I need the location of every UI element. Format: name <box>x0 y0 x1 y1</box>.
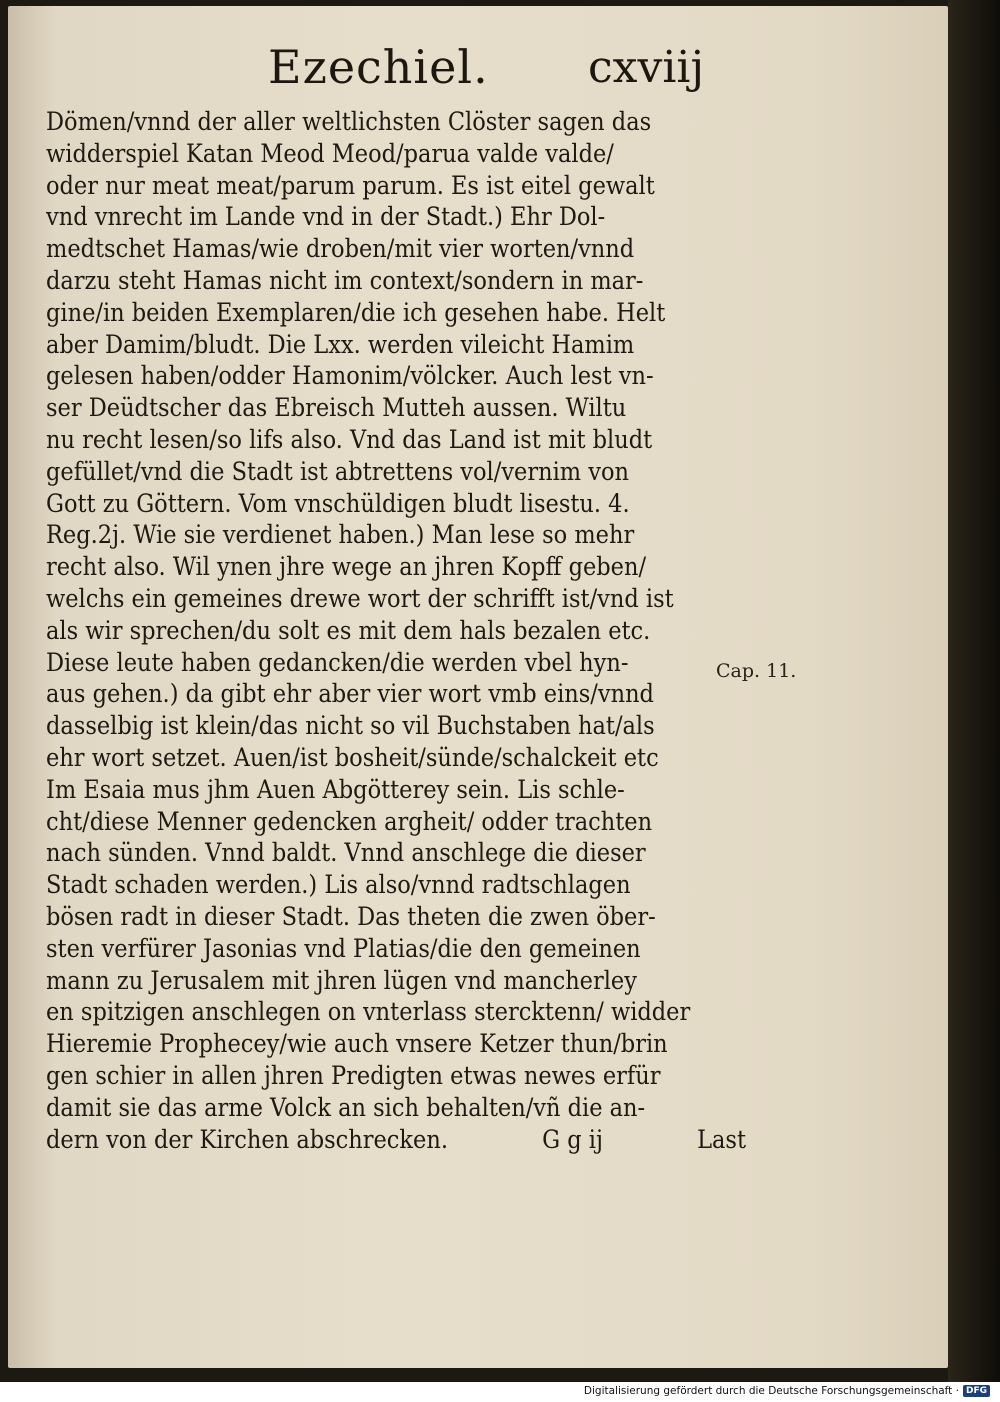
text-line: Im Esaia mus jhm Auen Abgötterey sein. Lis schle‑ <box>46 774 625 804</box>
footer-credit <box>584 1385 990 1397</box>
text-line: gen schier in allen jhren Predigten etwas newes erfür <box>46 1060 661 1090</box>
text-line: Gott zu Göttern. Vom vnschüldigen bludt lisestu. 4. <box>46 488 630 518</box>
text-line: Diese leute haben gedancken/die werden vbel hyn‑ <box>46 647 629 677</box>
text-line: nach sünden. Vnnd baldt. Vnnd anschlege die dieser <box>46 838 646 868</box>
text-line-last <box>46 1124 746 1156</box>
text-line: ehr wort setzet. Auen/ist bosheit/sünde/schalckeit etc <box>46 742 659 772</box>
text-line: welchs ein gemeines drewe wort der schrifft ist/vnd ist <box>46 583 674 613</box>
catchword: Last <box>697 1124 746 1154</box>
text-line: en spitzigen anschlegen on vnterlass stercktenn/ widder <box>46 997 691 1027</box>
text-line: Hieremie Prophecey/wie auch vnsere Ketzer thun/brin <box>46 1029 668 1059</box>
text-line: dasselbig ist klein/das nicht so vil Buchstaben hat/als <box>46 711 655 741</box>
running-head-title: Ezechiel. <box>268 40 489 94</box>
text-line: aber Damim/bludt. Die Lxx. werden vileicht Hamim <box>46 329 635 359</box>
text-line: gefüllet/vnd die Stadt ist abtrettens vol/vernim von <box>46 456 629 486</box>
text-line: damit sie das arme Volck an sich behalten/vñ die an‑ <box>46 1092 646 1122</box>
last-line-text: dern von der Kirchen abschrecken. <box>46 1124 448 1154</box>
text-line: als wir sprechen/du solt es mit dem hals bezalen etc. <box>46 615 651 645</box>
text-line: Reg.2j. Wie sie verdienet haben.) Man lese so mehr <box>46 520 635 550</box>
dfg-logo: DFG <box>963 1385 990 1397</box>
text-line: darzu steht Hamas nicht im context/sondern in mar‑ <box>46 265 644 295</box>
folio-number: cxviij <box>588 42 705 93</box>
text-line: ser Deüdtscher das Ebreisch Mutteh aussen. Wiltu <box>46 393 627 423</box>
text-line: aus gehen.) da gibt ehr aber vier wort vmb eins/vnnd <box>46 679 654 709</box>
text-line: oder nur meat meat/parum parum. Es ist eitel gewalt <box>46 170 655 200</box>
text-line: vnd vnrecht im Lande vnd in der Stadt.) Ehr Dol‑ <box>46 202 606 232</box>
signature-mark: G g ij <box>542 1124 603 1154</box>
text-line: Dömen/vnnd der aller weltlichsten Clöster sagen das <box>46 107 652 136</box>
text-line: sten verfürer Jasonias vnd Platias/die den gemeinen <box>46 933 641 963</box>
text-line: gelesen haben/odder Hamonim/völcker. Auch lest vn‑ <box>46 361 654 391</box>
text-line: widderspiel Katan Meod Meod/parua valde valde/ <box>46 138 614 168</box>
margin-note: Cap. 11. <box>716 660 797 682</box>
page-edge-shadow <box>948 0 1000 1382</box>
book-page <box>8 6 948 1368</box>
text-line: gine/in beiden Exemplaren/die ich gesehen habe. Helt <box>46 297 666 327</box>
text-line: bösen radt in dieser Stadt. Das theten die zwen öber‑ <box>46 901 656 931</box>
footer-text: Digitalisierung gefördert durch die Deutsche Forschungsgemeinschaft · <box>583 1385 959 1397</box>
text-line: Stadt schaden werden.) Lis also/vnnd radtschlagen <box>46 870 631 900</box>
text-line: recht also. Wil ynen jhre wege an jhren Kopff geben/ <box>46 552 647 582</box>
text-line: nu recht lesen/so lifs also. Vnd das Land ist mit bludt <box>46 424 653 454</box>
text-line: medtschet Hamas/wie droben/mit vier worten/vnnd <box>46 234 635 264</box>
text-line: mann zu Jerusalem mit jhren lügen vnd mancherley <box>46 965 637 995</box>
body-text <box>46 106 746 1155</box>
text-line: cht/diese Menner gedencken argheit/ odder trachten <box>46 806 653 836</box>
